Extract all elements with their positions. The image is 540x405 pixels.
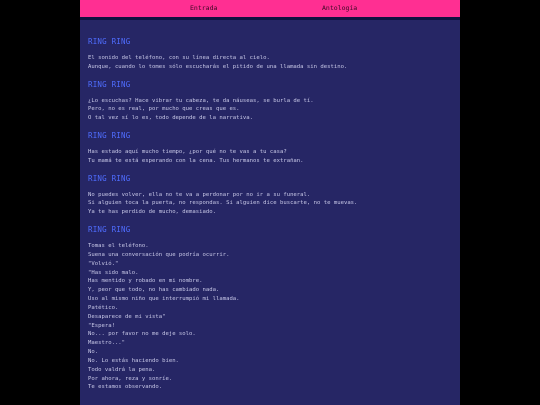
text-line: Tomas el teléfono. (88, 242, 149, 249)
section-paragraph (88, 242, 452, 392)
text-line: Por ahora, reza y sonríe. (88, 375, 173, 382)
nav-link-antologia[interactable]: Antología (322, 4, 358, 12)
page (80, 0, 460, 405)
nav-link-entrada[interactable]: Entrada (190, 4, 218, 12)
text-line: Ya te has perdido de mucho, demasiado. (88, 209, 216, 216)
text-line: Maestro..." (88, 340, 126, 347)
section-paragraph (88, 97, 452, 123)
section-heading: RING RING (88, 79, 131, 89)
text-line: Has mentido y robado en mi nombre. (88, 278, 203, 285)
text-line: Suena una conversación que podría ocurrir. (88, 251, 230, 258)
section-heading: RING RING (88, 224, 131, 234)
text-line: No... por favor no me deje solo. (88, 331, 196, 338)
text-line: ¿Lo escuchas? Hace vibrar tu cabeza, te da náuseas, se burla de tí. (88, 97, 314, 104)
text-line: "Has sido malo. (88, 269, 139, 276)
text-line: Aunque, cuando lo tomes sólo escucharás el pitido de una llamada sin destino. (88, 63, 348, 70)
poem-content (80, 20, 460, 392)
text-line: Desaparece de mi vista" (88, 313, 166, 320)
text-line: Pero, no es real, por mucho que creas que es. (88, 106, 240, 113)
section-paragraph (88, 148, 452, 166)
text-line: Si alguien toca la puerta, no respondas. Si alguien dice buscarte, no te muevas. (88, 200, 358, 207)
text-line: O tal vez sí lo es, todo depende de la narrativa. (88, 115, 254, 122)
text-line: Tu mamá te está esperando con la cena. Tus hermanos te extrañan. (88, 157, 304, 164)
text-line: El sonido del teléfono, con su línea directa al cielo. (88, 55, 270, 61)
text-line: No puedes volver, ella no te va a perdonar por no ir a su funeral. (88, 191, 311, 198)
section-heading: RING RING (88, 37, 131, 46)
text-line: Todo valdrá la pena. (88, 366, 156, 373)
text-line: No. Lo estás haciendo bien. (88, 357, 179, 364)
text-line: Uso al mismo niño que interrumpió mi llamada. (88, 296, 240, 303)
text-line: Te estamos observando. (88, 384, 163, 391)
section-paragraph (88, 54, 452, 72)
text-line: Patético. (88, 304, 119, 311)
text-line: "Volvió." (88, 260, 119, 267)
text-line: No. (88, 349, 99, 356)
text-line: Y, peor que todo, no has cambiado nada. (88, 287, 220, 294)
top-nav-bar (80, 0, 460, 20)
text-line: "Espera! (88, 322, 115, 329)
section-heading: RING RING (88, 173, 131, 183)
section-paragraph (88, 191, 452, 217)
section-heading: RING RING (88, 130, 131, 140)
text-line: Has estado aquí mucho tiempo, ¿por qué no te vas a tu casa? (88, 148, 287, 155)
